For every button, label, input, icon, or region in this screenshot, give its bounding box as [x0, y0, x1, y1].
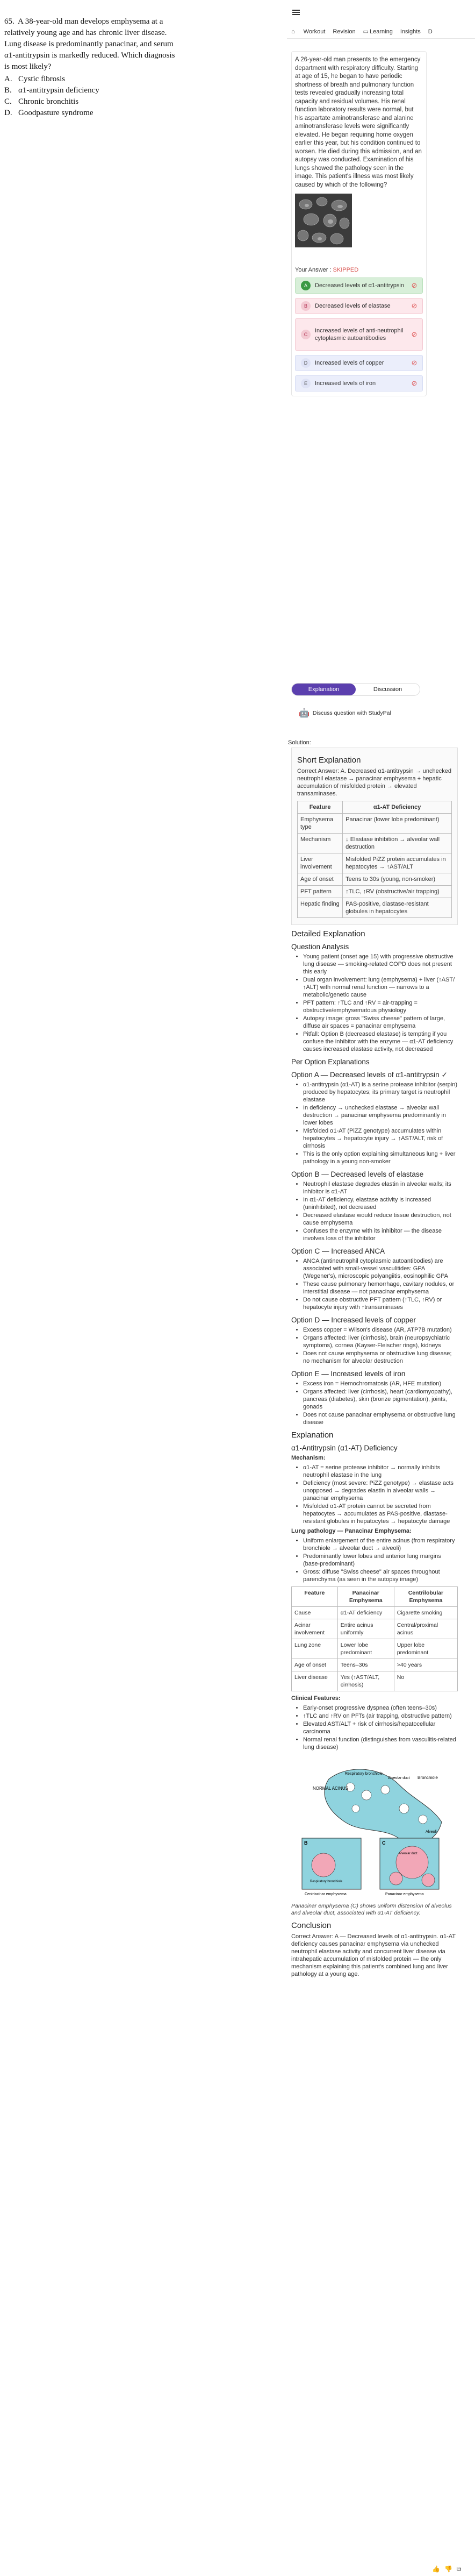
- explanation-heading: Explanation: [291, 1431, 334, 1440]
- your-answer: Your Answer : SKIPPED: [295, 267, 359, 273]
- lung-list: [303, 1537, 458, 1583]
- printed-question: [4, 16, 179, 119]
- list-item: • Do not cause obstructive PFT pattern (↑TLC, ↑RV) or hepatocyte injury with ↑transaminases: [303, 1296, 458, 1311]
- clinical-list: [303, 1704, 458, 1751]
- top-nav: [287, 25, 475, 39]
- list-item: • Deficiency (most severe: PiZZ genotype) → elastase acts unopposed → degrades elastin in alveolar walls → panacinar emphysema: [303, 1479, 458, 1502]
- list-item: • Normal renal function (distinguishes from vasculitis-related lung disease): [303, 1736, 458, 1751]
- short-table: Feature α1-AT Deficiency Emphysema type Panacinar (lower lobe predominant) Mechanism ↓ Elastase inhibition → alveolar wall destruction Liver involvement Misfolded PiZZ protein accumulates in hepatocytes → ↑AST/ALT Age of onset Teens to 30s (young, non-smoker) PFT pattern ↑TLC, ↑RV (obstructive/air trapping) Hepatic finding PAS-positive, diastase-resistant globules in hepatocytes: [297, 801, 452, 918]
- tab-discussion[interactable]: Discussion: [373, 686, 402, 693]
- list-item: • Gross: diffuse "Swiss cheese" air spaces throughout parenchyma (as seen in the autopsy image): [303, 1568, 458, 1583]
- label-centriacinar: Centriacinar emphysema: [305, 1892, 347, 1896]
- detailed-heading: Detailed Explanation: [291, 929, 365, 938]
- explanation-body: [291, 748, 458, 1979]
- label-normal-acinus: NORMAL ACINUS: [313, 1786, 348, 1791]
- skipped-badge: SKIPPED: [333, 267, 359, 273]
- list-item: • Autopsy image: gross "Swiss cheese" pattern of large, diffuse air spaces = panacinar emphysema: [303, 1015, 458, 1030]
- short-explanation: [291, 748, 458, 925]
- question-option: A. Cystic fibrosis: [4, 75, 66, 83]
- conclusion-text: Correct Answer: A — Decreased levels of α1-antitrypsin. α1-AT deficiency causes panacinar emphysema via unchecked neutrophil elastase activity and concurrent liver disease via intrahepatic accumulation of misfolded protein — the only mechanism explaining this patient's combined lung and liver pathology at a young age.: [291, 1933, 456, 1977]
- nav-learning[interactable]: ▭ Learning: [363, 29, 393, 35]
- question-number: 65.: [4, 17, 15, 26]
- table-row: Liver involvement Misfolded PiZZ protein accumulates in hepatocytes → ↑AST/ALT: [298, 853, 452, 873]
- short-summary: Correct Answer: A. Decreased α1-antitrypsin → unchecked neutrophil elastase → panacinar emphysema + hepatic accumulation of misfolded protein → elevated transaminases.: [297, 768, 451, 797]
- option-d[interactable]: D Increased levels of copper ⊘: [295, 355, 423, 371]
- option-d-heading: Option D — Increased levels of copper: [291, 1316, 416, 1324]
- a1at-heading: α1-Antitrypsin (α1-AT) Deficiency: [291, 1444, 398, 1452]
- list-item: • Confuses the enzyme with its inhibitor — the disease involves loss of the inhibitor: [303, 1227, 458, 1242]
- list-item: • Decreased elastase would reduce tissue destruction, not cause emphysema: [303, 1212, 458, 1227]
- clinical-label: Clinical Features:: [291, 1695, 341, 1702]
- question-text: A 38-year-old man develops emphysema at a relatively young age and has chronic liver disease. Lung disease is predominantly panacinar, and serum α1-antitrypsin is markedly reduced. Which diagnosis is most likely?: [4, 17, 175, 71]
- list-item: • Early-onset progressive dyspnea (often teens–30s): [303, 1704, 458, 1712]
- option-a-list: [303, 1081, 458, 1165]
- label-c-sub: Alveolar duct: [399, 1852, 418, 1855]
- table-row: Cause α1-AT deficiency Cigarette smoking: [292, 1607, 458, 1619]
- list-item: • Does not cause emphysema or obstructive lung disease; no mechanism for alveolar destruction: [303, 1350, 458, 1365]
- home-icon: ⌂: [291, 28, 295, 35]
- list-item: • Elevated AST/ALT + risk of cirrhosis/hepatocellular carcinoma: [303, 1720, 458, 1735]
- lung-label: Lung pathology — Panacinar Emphysema:: [291, 1528, 412, 1534]
- option-c-list: [303, 1257, 458, 1311]
- list-item: • Misfolded α1-AT protein cannot be secreted from hepatocytes → accumulates as PAS-positive, diastase-resistant globules in hepatocytes → hepatocyte damage: [303, 1503, 458, 1525]
- autopsy-image[interactable]: [295, 194, 352, 247]
- label-b: B: [304, 1840, 308, 1846]
- strike-icon[interactable]: ⊘: [411, 302, 418, 310]
- nav-more[interactable]: D: [428, 28, 433, 35]
- per-option-heading: Per Option Explanations: [291, 1058, 370, 1066]
- question-stem: A 26-year-old man presents to the emergency department with respiratory difficulty. Starting at age of 15, he began to have periodic shortness of breath and pulmonary function tests revealed gradually increasing total capacity and residual volumes. His renal function laboratory results were normal, but his aspartate aminotransferase and alanine aminotransferase levels were significantly elevated. He began requiring home oxygen earlier this year, but his condition continued to worsen. He died during this admission, and an autopsy was conducted. Examination of his lungs showed the pathology seen in the image. This patient's illness was most likely caused by which of the following?: [295, 56, 422, 188]
- compare-table: Feature Panacinar Emphysema Centrilobular Emphysema Cause α1-AT deficiency Cigarette smoking Acinar involvement Entire acinus uniformly Central/proximal acinus Lung zone Lower lobe predominant Upper lobe predominant Age of onset Teens–30s >40 years Liver disease Yes (↑AST/ALT, cirrhosis) No: [291, 1586, 458, 1691]
- list-item: • In α1-AT deficiency, elastase activity is increased (uninhibited), not decreased: [303, 1196, 458, 1211]
- option-c-heading: Option C — Increased ANCA: [291, 1247, 385, 1255]
- tab-explanation[interactable]: Explanation: [292, 684, 356, 695]
- emphysema-photo-icon: [295, 194, 352, 247]
- list-item: • PFT pattern: ↑TLC and ↑RV = air-trapping = obstructive/emphysematous physiology: [303, 999, 458, 1014]
- option-d-list: [303, 1326, 458, 1365]
- app-panel: [287, 0, 475, 2576]
- strike-icon[interactable]: ⊘: [411, 330, 418, 338]
- short-heading: Short Explanation: [297, 756, 361, 765]
- list-item: • Excess copper = Wilson's disease (AR, ATP7B mutation): [303, 1326, 458, 1334]
- list-item: • Neutrophil elastase degrades elastin in alveolar walls; its inhibitor is α1-AT: [303, 1180, 458, 1196]
- solution-label: Solution:: [288, 739, 311, 746]
- robot-icon: 🤖: [299, 709, 310, 718]
- option-b-list: [303, 1180, 458, 1242]
- label-alveoli: Alveoli: [426, 1830, 437, 1834]
- table-row: Lung zone Lower lobe predominant Upper lobe predominant: [292, 1639, 458, 1659]
- list-item: • In deficiency → unchecked elastase → alveolar wall destruction → panacinar emphysema predominantly in lower lobes: [303, 1104, 458, 1127]
- option-b-heading: Option B — Decreased levels of elastase: [291, 1170, 424, 1178]
- option-e-list: [303, 1380, 458, 1426]
- table-row: Emphysema type Panacinar (lower lobe predominant): [298, 814, 452, 834]
- list-item: • These cause pulmonary hemorrhage, cavitary nodules, or interstitial disease — not panacinar emphysema: [303, 1280, 458, 1296]
- table-row: Age of onset Teens–30s >40 years: [292, 1659, 458, 1671]
- list-item: • Predominantly lower lobes and anterior lung margins (base-predominant): [303, 1553, 458, 1568]
- nav-workout[interactable]: Workout: [303, 28, 326, 35]
- table-row: Hepatic finding PAS-positive, diastase-resistant globules in hepatocytes: [298, 898, 452, 918]
- option-e[interactable]: E Increased levels of iron ⊘: [295, 375, 423, 392]
- list-item: • α1-AT = serine protease inhibitor → normally inhibits neutrophil elastase in the lung: [303, 1464, 458, 1479]
- feedback-bar: [432, 2565, 461, 2573]
- list-item: • Pitfall: Option B (decreased elastase) is tempting if you confuse the inhibitor with the enzyme — α1-AT deficiency causes increased elastase activity, not decreased: [303, 1030, 458, 1053]
- option-a[interactable]: A Decreased levels of α1-antitrypsin ⊘: [295, 277, 423, 294]
- list-item: • Uniform enlargement of the entire acinus (from respiratory bronchiole → alveolar duct → alveoli): [303, 1537, 458, 1552]
- emphysema-diagram: [291, 1757, 452, 1897]
- list-item: • Young patient (onset age 15) with progressive obstructive lung disease — smoking-related COPD does not present this early: [303, 953, 458, 976]
- qa-heading: Question Analysis: [291, 943, 349, 951]
- label-panacinar: Panacinar emphysema: [385, 1892, 424, 1896]
- list-item: • Dual organ involvement: lung (emphysema) + liver (↑AST/↑ALT) with normal renal function — narrows to a metabolic/genetic cause: [303, 976, 458, 999]
- thumbs-down-icon[interactable]: 👎: [444, 2565, 452, 2573]
- question-option: C. Chronic bronchitis: [4, 97, 79, 106]
- list-item: • Excess iron = Hemochromatosis (AR, HFE mutation): [303, 1380, 458, 1387]
- list-item: • α1-antitrypsin (α1-AT) is a serine protease inhibitor (serpin) produced by hepatocytes; its primary target is neutrophil elastase: [303, 1081, 458, 1104]
- book-icon: ▭: [363, 29, 369, 35]
- question-option: B. α1-antitrypsin deficiency: [4, 86, 99, 95]
- question-card: [291, 51, 427, 396]
- list-item: • ANCA (antineutrophil cytoplasmic autoantibodies) are associated with small-vessel vasculitides: GPA (Wegener's), microscopic polyangiitis, eosinophilic GPA: [303, 1257, 458, 1280]
- option-a-heading: Option A — Decreased levels of α1-antitrypsin ✓: [291, 1071, 448, 1079]
- nav-home[interactable]: [291, 29, 296, 35]
- nav-insights[interactable]: Insights: [400, 28, 421, 35]
- option-b[interactable]: B Decreased levels of elastase ⊘: [295, 298, 423, 314]
- label-alveolar-duct: Alveolar duct: [388, 1776, 410, 1780]
- label-resp-bronchiole: Respiratory bronchiole: [345, 1772, 383, 1776]
- copy-icon[interactable]: ⧉: [456, 2565, 462, 2573]
- list-item: • Misfolded α1-AT (PiZZ genotype) accumulates within hepatocytes → hepatocyte injury → ↑AST/ALT, risk of cirrhosis: [303, 1127, 458, 1150]
- list-item: • Does not cause panacinar emphysema or obstructive lung disease: [303, 1411, 458, 1426]
- question-option: D. Goodpasture syndrome: [4, 109, 93, 117]
- option-e-heading: Option E — Increased levels of iron: [291, 1370, 406, 1378]
- list-item: • Organs affected: liver (cirrhosis), heart (cardiomyopathy), pancreas (diabetes), skin (bronze pigmentation), joints, gonads: [303, 1388, 458, 1411]
- menu-icon[interactable]: [292, 10, 300, 15]
- list-item: • Organs affected: liver (cirrhosis), brain (neuropsychiatric symptoms), cornea (Kayser-Fleischer rings), kidneys: [303, 1334, 458, 1349]
- list-item: • This is the only option explaining simultaneous lung + liver pathology in a young non-smoker: [303, 1150, 458, 1165]
- conclusion-heading: Conclusion: [291, 1921, 332, 1930]
- table-row: Acinar involvement Entire acinus uniformly Central/proximal acinus: [292, 1619, 458, 1639]
- strike-icon[interactable]: ⊘: [411, 359, 418, 367]
- table-row: Age of onset Teens to 30s (young, non-smoker): [298, 873, 452, 886]
- qa-list: [303, 953, 458, 1053]
- table-row: Liver disease Yes (↑AST/ALT, cirrhosis) No: [292, 1671, 458, 1691]
- table-row: Mechanism ↓ Elastase inhibition → alveolar wall destruction: [298, 834, 452, 853]
- strike-icon[interactable]: ⊘: [411, 281, 418, 289]
- nav-revision[interactable]: Revision: [333, 28, 356, 35]
- question-options: [4, 74, 179, 119]
- label-c: C: [382, 1840, 386, 1846]
- explanation-tabs: [291, 683, 420, 696]
- figure-caption: Panacinar emphysema (C) shows uniform distension of alveolus and alveolar duct, associated with α1-AT deficiency.: [291, 1903, 452, 1916]
- mechanism-list: [303, 1464, 458, 1525]
- table-row: PFT pattern ↑TLC, ↑RV (obstructive/air trapping): [298, 886, 452, 898]
- studypal-link[interactable]: 🤖 Discuss question with StudyPal: [299, 709, 391, 718]
- option-c[interactable]: C Increased levels of anti-neutrophil cytoplasmic autoantibodies ⊘: [295, 318, 423, 351]
- strike-icon[interactable]: ⊘: [411, 379, 418, 387]
- list-item: • ↑TLC and ↑RV on PFTs (air trapping, obstructive pattern): [303, 1712, 458, 1720]
- label-bronchiole: Bronchiole: [418, 1775, 438, 1780]
- thumbs-up-icon[interactable]: 👍: [432, 2565, 440, 2573]
- mechanism-label: Mechanism:: [291, 1455, 326, 1461]
- label-b-sub: Respiratory bronchiole: [310, 1880, 343, 1883]
